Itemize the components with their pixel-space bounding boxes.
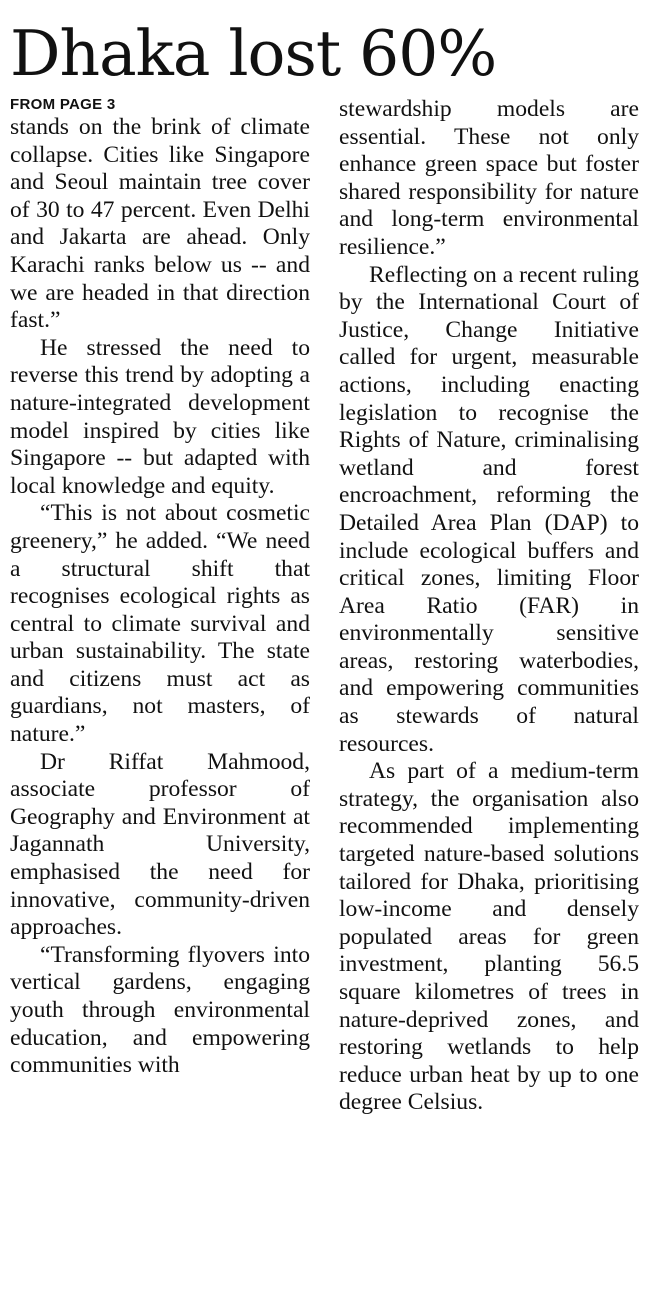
headline: Dhaka lost 60% xyxy=(10,17,497,90)
paragraph: “Transforming flyovers into vertical gardens, engaging youth through environmental education, and empowering communities with xyxy=(10,941,310,1079)
paragraph: Dr Riffat Mahmood, associate professor of Geography and Environment at Jagannath University, emphasised the need for innovative, community-driven approaches. xyxy=(10,748,310,941)
continued-from-label: FROM PAGE 3 xyxy=(10,96,116,113)
paragraph: Reflecting on a recent ruling by the International Court of Justice, Change Initiative called for urgent, measurable actions, including enacting legislation to recognise the Rights of Nature, criminalising wetland and forest encroachment, reforming the Detailed Area Plan (DAP) to include ecological buffers and critical zones, limiting Floor Area Ratio (FAR) in environmentally sensitive areas, restoring waterbodies, and empowering communities as stewards of natural resources. xyxy=(339,261,639,757)
paragraph: As part of a medium-term strategy, the organisation also recommended implementing targeted nature-based solutions tailored for Dhaka, prioritising low-income and densely populated areas for green investment, planting 56.5 square kilometres of trees in nature-deprived zones, and restoring wetlands to help reduce urban heat by up to one degree Celsius. xyxy=(339,758,639,1116)
article-column-right xyxy=(339,96,639,1117)
article-column-left xyxy=(10,96,310,1080)
paragraph: “This is not about cosmetic greenery,” he added. “We need a structural shift that recognises ecological rights as central to climate survival and urban sustainability. The state and citizens must act as guardians, not masters, of nature.” xyxy=(10,500,310,748)
paragraph-continued: stands on the brink of climate collapse. Cities like Singapore and Seoul maintain tree cover of 30 to 47 percent. Even Delhi and Jakarta are ahead. Only Karachi ranks below us -- and we are headed in that direction fast.” xyxy=(10,114,310,334)
paragraph-continued: stewardship models are essential. These not only enhance green space but foster shared responsibility for nature and long-term environmental resilience.” xyxy=(339,96,639,260)
paragraph: He stressed the need to reverse this trend by adopting a nature-integrated development model inspired by cities like Singapore -- but adapted with local knowledge and equity. xyxy=(10,334,310,499)
